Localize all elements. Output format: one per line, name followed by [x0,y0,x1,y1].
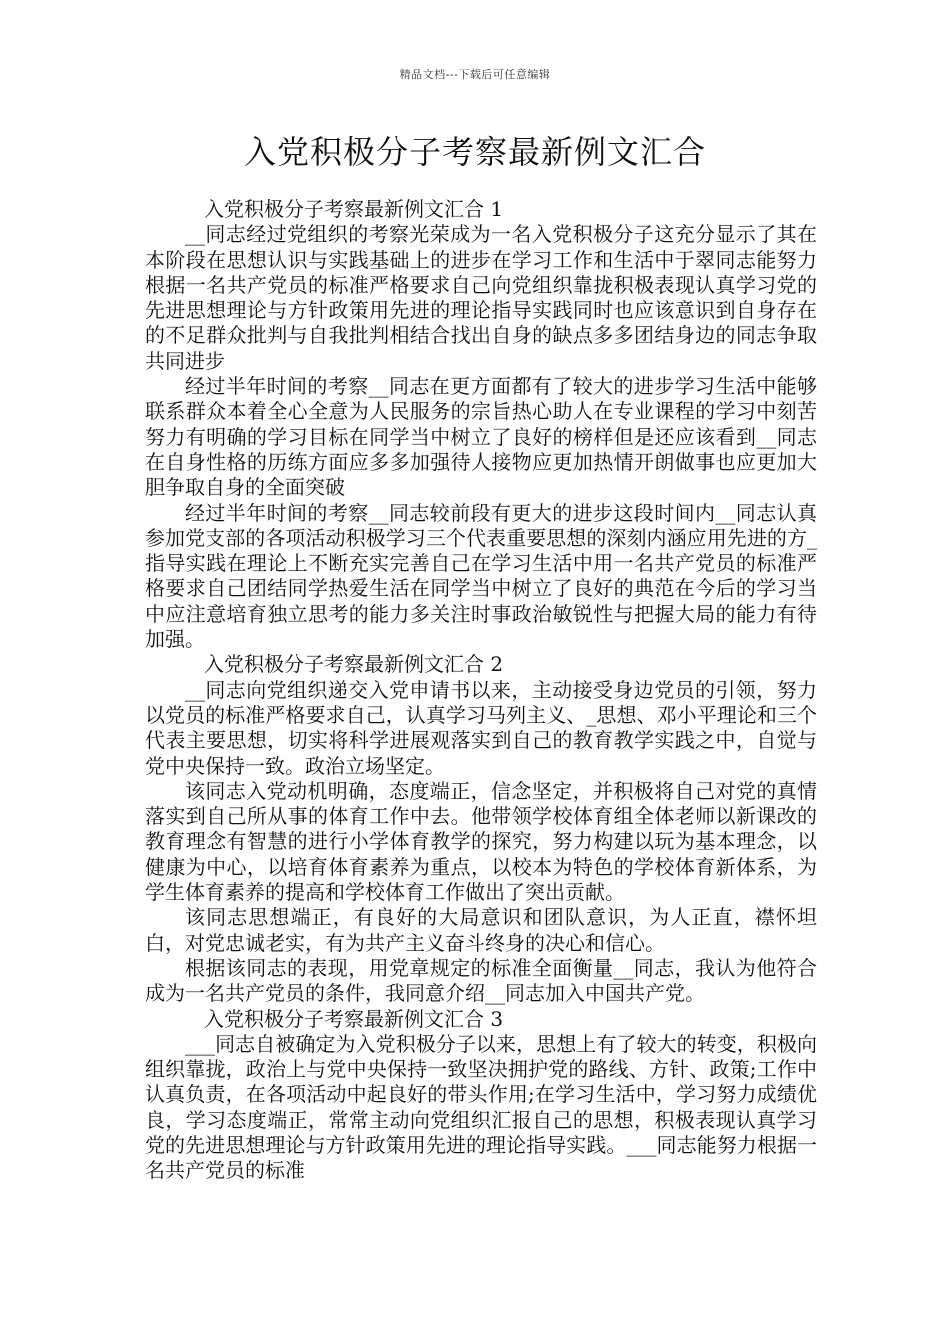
section-heading-1: 入党积极分子考察最新例文汇合 1 [204,197,504,221]
body-paragraph: __同志经过党组织的考察光荣成为一名入党积极分子这充分显示了其在本阶段在思想认识与实践基础上的进步在学习工作和生活中于翠同志能努力根据一名共产党员的标准严格要求自己向党组织靠拢积极表现认真学习党的先进思想理论与方针政策用先进的理论指导实践同时也应该意识到自身存在的不足群众批判与自我批判相结合找出自身的缺点多多团结身边的同志争取共同进步 [145,222,817,373]
page-header-note: 精品文档---下载后可任意编辑 [399,68,551,81]
document-title: 入党积极分子考察最新例文汇合 [243,133,706,171]
body-paragraph: 该同志入党动机明确，态度端正，信念坚定，并积极将自己对党的真情落实到自己所从事的体育工作中去。他带领学校体育组全体老师以新课改的教育理念有智慧的进行小学体育教学的探究，努力构建以玩为基本理念，以健康为中心，以培育体育素养为重点，以校本为特色的学校体育新体系，为学生体育素养的提高和学校体育工作做出了突出贡献。 [145,778,817,905]
body-paragraph: 经过半年时间的考察__同志在更方面都有了较大的进步学习生活中能够联系群众本着全心全意为人民服务的宗旨热心助人在专业课程的学习中刻苦努力有明确的学习目标在同学当中树立了良好的榜样但是还应该看到__同志在自身性格的历练方面应多多加强待人接物应更加热情开朗做事也应更加大胆争取自身的全面突破 [145,374,817,500]
body-paragraph: ___同志自被确定为入党积极分子以来，思想上有了较大的转变，积极向组织靠拢，政治上与党中央保持一致坚决拥护党的路线、方针、政策;工作中认真负责，在各项活动中起良好的带头作用;在学习生活中，学习努力成绩优良，学习态度端正，常常主动向党组织汇报自己的思想，积极表现认真学习党的先进思想理论与方针政策用先进的理论指导实践。___同志能努力根据一名共产党员的标准 [145,1031,817,1183]
section-heading-3: 入党积极分子考察最新例文汇合 3 [204,1006,504,1031]
body-paragraph: 根据该同志的表现，用党章规定的标准全面衡量__同志，我认为他符合成为一名共产党员的条件，我同意介绍__同志加入中国共产党。 [145,955,817,1006]
body-paragraph: __同志向党组织递交入党申请书以来，主动接受身边党员的引领，努力以党员的标准严格要求自己，认真学习马列主义、_思想、邓小平理论和三个代表主要思想，切实将科学进展观落实到自己的教育教学实践之中，自觉与党中央保持一致。政治立场坚定。 [145,677,817,778]
section-heading-2: 入党积极分子考察最新例文汇合 2 [204,652,504,677]
document-body [145,197,817,1184]
body-paragraph: 经过半年时间的考察__同志较前段有更大的进步这段时间内__同志认真参加党支部的各项活动积极学习三个代表重要思想的深刻内涵应用先进的方_指导实践在理论上不断充实完善自己在学习生活中用一名共产党员的标准严格要求自己团结同学热爱生活在同学当中树立了良好的典范在今后的学习当中应注意培育独立思考的能力多关注时事政治敏锐性与把握大局的能力有待加强。 [145,500,817,652]
body-paragraph: 该同志思想端正，有良好的大局意识和团队意识，为人正直，襟怀坦白，对党忠诚老实，有为共产主义奋斗终身的决心和信心。 [145,905,817,955]
